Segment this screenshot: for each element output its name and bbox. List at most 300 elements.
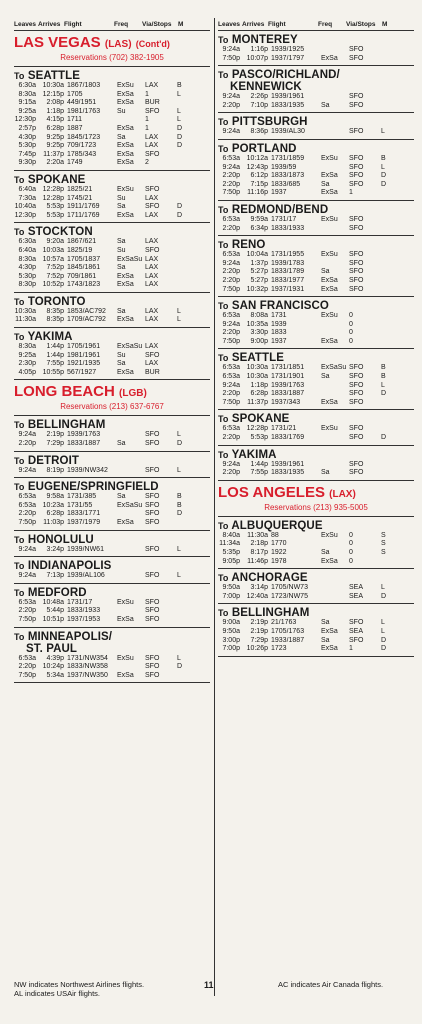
arrives-time: 2:08p: [46, 99, 64, 107]
arrives-time: 10:57a: [42, 255, 64, 263]
arrives-time: 9:00p: [250, 337, 268, 345]
flight-row: [218, 251, 414, 260]
meal-code: D: [177, 440, 183, 448]
flight-number: 1939/AL30: [271, 128, 305, 136]
destination-title-line2: [218, 81, 414, 93]
flight-number: 1749: [67, 159, 83, 167]
destination-name: DETROIT: [27, 454, 79, 467]
flight-number: 1833/1873: [271, 172, 305, 180]
leaves-time: 7:30a: [18, 194, 36, 202]
origin-city-name: LONG BEACH: [14, 383, 115, 401]
via-stops: SFO: [145, 615, 160, 623]
to-label: To: [218, 353, 229, 364]
flight-number: 1833/1977: [271, 276, 305, 284]
meal-code: [177, 256, 187, 265]
arrives-time: 11:30a: [247, 531, 268, 539]
frequency: ExSa: [117, 211, 134, 219]
destination-block: [14, 478, 210, 530]
leaves-time: 2:20p: [222, 180, 240, 188]
frequency: [321, 93, 349, 102]
flight-row: [14, 369, 210, 378]
meal-code: [177, 186, 187, 195]
flight-row: [14, 273, 210, 282]
meal-code: L: [381, 163, 385, 171]
flight-number: 21/1763: [271, 619, 297, 627]
reservations-phone: Reservations (213) 935-5005: [264, 502, 368, 512]
via-stops: SFO: [145, 440, 160, 448]
leaves-time: 6:53a: [18, 501, 36, 509]
meal-code: L: [381, 584, 385, 592]
frequency: Sa: [321, 636, 330, 644]
arrives-time: 11:03p: [43, 519, 64, 526]
via-stops: 2: [145, 159, 149, 167]
to-label: To: [14, 71, 25, 81]
destination-title: [14, 226, 210, 238]
leaves-time: 9:24a: [222, 320, 240, 328]
flight-row: [218, 321, 414, 330]
flight-number: 1711: [67, 116, 83, 124]
meal-code: L: [177, 654, 181, 662]
frequency: Sa: [117, 440, 126, 448]
frequency: ExSa: [321, 189, 338, 197]
destination-title: [14, 331, 210, 343]
flight-row: [14, 238, 210, 247]
leaves-time: 6:40a: [18, 246, 36, 254]
origin-city-code: (LAS): [104, 39, 132, 50]
leaves-time: 7:00p: [222, 592, 240, 600]
arrives-time: 6:28p: [46, 510, 64, 518]
via-stops: 1: [145, 90, 149, 98]
flight-row: [14, 125, 210, 134]
frequency: ExSu: [321, 425, 338, 433]
arrives-time: 3:24p: [46, 545, 64, 553]
destination-title: [14, 587, 210, 599]
destination-name: PORTLAND: [231, 142, 297, 155]
flight-row: [14, 572, 210, 581]
leaves-time: 5:30p: [18, 142, 36, 150]
arrives-time: 4:39p: [46, 654, 64, 662]
destination-block: [14, 293, 210, 328]
frequency: ExSa: [117, 90, 134, 98]
flight-number: 1922: [271, 549, 287, 556]
flight-row: [218, 425, 414, 434]
destination-title: [218, 116, 414, 128]
frequency: ExSu: [321, 312, 338, 320]
arrives-time: 7:52p: [46, 264, 64, 272]
header-arrives: Arrives: [242, 21, 265, 28]
meal-code: D: [381, 645, 387, 653]
meal-code: [381, 225, 391, 234]
leaves-time: 5:35p: [222, 549, 240, 556]
frequency: ExSaSu: [117, 501, 143, 509]
flight-number: 1731: [271, 312, 287, 320]
meal-code: [381, 277, 391, 286]
header-leaves: Leaves: [218, 21, 241, 28]
flight-number: 1705/1763: [271, 627, 305, 635]
destination-name-cont: ST. PAUL: [26, 642, 78, 655]
via-stops: SFO: [145, 519, 160, 526]
flight-row: [14, 440, 210, 449]
frequency: ExSa: [117, 159, 134, 167]
leaves-time: 9:24a: [222, 93, 240, 101]
destination-block: [14, 557, 210, 584]
to-label: To: [14, 482, 25, 493]
via-stops: BUR: [145, 368, 160, 376]
meal-code: D: [177, 124, 183, 132]
via-stops: SFO: [349, 46, 364, 53]
destination-block: [218, 140, 414, 201]
flight-row: [14, 360, 210, 369]
destination-block: [218, 446, 414, 481]
leaves-time: 4:30p: [18, 264, 36, 272]
destination-title: [14, 296, 210, 308]
flight-row: [218, 172, 414, 181]
arrives-time: 6:12p: [250, 172, 268, 180]
frequency: [321, 540, 349, 549]
flight-number: 1887: [67, 124, 83, 132]
meal-code: [381, 321, 391, 330]
frequency: [117, 510, 145, 519]
flight-number: 1825/21: [67, 185, 93, 193]
to-label: To: [218, 608, 229, 619]
meal-code: [381, 312, 391, 321]
meal-code: [177, 360, 187, 369]
frequency: ExSa: [117, 519, 134, 526]
flight-number: 1867/1803: [67, 82, 101, 89]
frequency: [117, 467, 145, 476]
via-stops: SFO: [349, 224, 364, 232]
leaves-time: 6:53a: [222, 364, 240, 372]
destination-block: [14, 416, 210, 451]
meal-code: [381, 216, 391, 225]
flight-number: 1939/1961: [271, 93, 305, 101]
leaves-time: 2:20p: [18, 663, 36, 671]
leaves-time: 2:57p: [18, 124, 36, 132]
frequency: ExSa: [321, 276, 338, 284]
flight-number: 1939/59: [271, 163, 297, 171]
via-stops: 1: [145, 124, 149, 132]
meal-code: D: [381, 636, 387, 644]
meal-code: L: [381, 381, 385, 389]
to-label: To: [14, 420, 25, 431]
via-stops: SFO: [349, 381, 364, 389]
flight-number: 1833/NW358: [67, 663, 108, 671]
meal-code: L: [177, 466, 181, 474]
meal-code: S: [381, 531, 386, 539]
flight-row: [14, 502, 210, 511]
leaves-time: 8:30a: [18, 90, 36, 98]
leaves-time: 2:30p: [18, 360, 36, 368]
destination-title: [14, 560, 210, 572]
via-stops: LAX: [145, 272, 159, 280]
leaves-time: 8:30p: [18, 281, 36, 289]
frequency: Sa: [321, 619, 330, 627]
flight-row: [218, 102, 414, 111]
leaves-time: 2:20p: [18, 510, 36, 518]
frequency: ExSaSu: [117, 343, 143, 351]
flight-row: [218, 390, 414, 399]
header-freq: Freq: [114, 21, 129, 28]
leaves-time: 2:20p: [222, 101, 240, 109]
meal-code: [381, 329, 391, 338]
meal-code: [177, 519, 187, 528]
arrives-time: 11:16p: [247, 189, 268, 197]
flight-number: 1833/1933: [271, 224, 305, 232]
destination-title-line2: [14, 643, 210, 655]
destination-title: [218, 413, 414, 425]
via-stops: SFO: [145, 185, 160, 193]
arrives-time: 10:12a: [246, 154, 268, 162]
arrives-time: 12:43p: [246, 163, 268, 171]
destination-name: YAKIMA: [27, 331, 73, 344]
flight-row: [14, 116, 210, 125]
flight-number: 1825/19: [67, 246, 93, 254]
meal-code: [381, 260, 391, 269]
frequency: [321, 164, 349, 173]
meal-code: L: [177, 307, 181, 315]
frequency: Sa: [321, 549, 330, 556]
leaves-time: 7:50p: [18, 615, 36, 623]
meal-code: L: [177, 90, 181, 98]
via-stops: 0: [349, 549, 353, 556]
destination-block: [218, 236, 414, 297]
flight-row: [218, 164, 414, 173]
arrives-time: 7:10p: [250, 101, 268, 109]
via-stops: SEA: [349, 592, 364, 600]
leaves-time: 6:30a: [18, 82, 36, 89]
leaves-time: 8:30a: [18, 255, 36, 263]
to-label: To: [14, 174, 25, 185]
via-stops: SFO: [145, 466, 160, 474]
column-divider: [214, 18, 215, 996]
flight-number: 1833/1771: [67, 510, 101, 518]
meal-code: D: [177, 142, 183, 150]
column-header: [14, 18, 210, 31]
meal-code: [381, 55, 391, 64]
frequency: [117, 663, 145, 672]
flight-row: [14, 616, 210, 625]
leaves-time: 12:30p: [14, 116, 36, 124]
meal-code: D: [177, 203, 183, 211]
leaves-time: 6:53a: [222, 425, 240, 433]
frequency: [321, 46, 349, 55]
destination-block: [218, 604, 414, 656]
via-stops: LAX: [145, 255, 159, 263]
arrives-time: 10:30a: [246, 373, 268, 381]
flight-row: [218, 93, 414, 102]
frequency: Sa: [117, 307, 126, 315]
frequency: Sa: [321, 180, 330, 188]
via-stops: LAX: [145, 343, 159, 351]
flight-number: 567/1927: [67, 368, 97, 376]
arrives-time: 10:55p: [42, 368, 64, 376]
to-label: To: [218, 143, 229, 154]
flight-row: [218, 225, 414, 234]
flight-number: 1705: [67, 90, 83, 98]
arrives-time: 5:27p: [250, 268, 268, 276]
flight-number: 1981/1763: [67, 107, 101, 115]
meal-code: [381, 469, 391, 478]
destination-name: MEDFORD: [27, 586, 87, 599]
via-stops: SFO: [145, 431, 160, 439]
meal-code: L: [177, 107, 181, 115]
destination-title: [14, 419, 210, 431]
leaves-time: 11:34a: [219, 540, 240, 548]
arrives-time: 10:51p: [42, 615, 64, 623]
arrives-time: 7:29p: [46, 440, 64, 448]
flight-row: [218, 55, 414, 64]
flight-number: 1939/1763: [67, 431, 101, 439]
flight-row: [14, 352, 210, 361]
flight-number: 1731/21: [271, 425, 297, 433]
flight-row: [218, 364, 414, 373]
arrives-time: 1:44p: [46, 343, 64, 351]
leaves-time: 7:50p: [222, 398, 240, 406]
arrives-time: 1:44p: [46, 351, 64, 359]
arrives-time: 6:34p: [250, 224, 268, 232]
flight-number: 1981/1961: [67, 351, 101, 359]
left-column: [14, 18, 210, 683]
meal-code: D: [177, 211, 183, 219]
destination-name: BELLINGHAM: [27, 419, 106, 432]
leaves-time: 7:50p: [222, 337, 240, 345]
frequency: ExSa: [321, 557, 338, 565]
arrives-time: 10:30a: [42, 82, 64, 89]
destination-title: [14, 481, 210, 493]
continued-label: (Cont'd): [135, 39, 170, 49]
frequency: [117, 607, 145, 616]
origin-city-title: [14, 35, 210, 53]
flight-number: 1731/NW354: [67, 654, 108, 662]
arrives-time: 8:35p: [46, 307, 64, 315]
meal-code: [177, 369, 187, 378]
flight-number: 1833/1935: [271, 101, 305, 109]
arrives-time: 1:18p: [250, 381, 268, 389]
meal-code: B: [381, 364, 386, 372]
flight-number: 1785/343: [67, 150, 97, 158]
flight-number: 1937: [271, 189, 287, 197]
meal-code: B: [381, 373, 386, 381]
leaves-time: 10:40a: [14, 203, 36, 211]
frequency: Su: [117, 246, 126, 254]
frequency: ExSaSu: [117, 255, 143, 263]
flight-number: 1937/1797: [271, 54, 305, 62]
via-stops: SFO: [349, 425, 364, 433]
destination-name: RENO: [231, 239, 266, 252]
frequency: Sa: [117, 493, 126, 501]
arrives-time: 3:30p: [250, 329, 268, 337]
flight-number: 1939/1925: [271, 46, 305, 53]
via-stops: 0: [349, 531, 353, 539]
reservations-phone: Reservations (702) 382-1905: [60, 53, 164, 62]
leaves-time: 9:25a: [18, 351, 36, 359]
frequency: ExSa: [321, 54, 338, 62]
flight-number: 1723: [271, 645, 287, 653]
via-stops: SFO: [349, 251, 364, 259]
destination-name: MINNEAPOLIS/: [27, 630, 113, 643]
header-freq: Freq: [318, 21, 333, 28]
flight-row: [14, 142, 210, 151]
flight-row: [14, 134, 210, 143]
arrives-time: 4:15p: [46, 116, 64, 124]
meal-code: [381, 338, 391, 347]
frequency: [321, 321, 349, 330]
arrives-time: 7:29p: [250, 636, 268, 644]
destination-title: [218, 34, 414, 46]
destination-name: PITTSBURGH: [231, 116, 308, 129]
to-label: To: [218, 240, 229, 251]
leaves-time: 5:30p: [18, 272, 36, 280]
frequency: ExSa: [321, 285, 338, 293]
flight-row: [218, 260, 414, 269]
meal-code: [177, 159, 187, 168]
via-stops: 1: [349, 189, 353, 197]
flight-row: [14, 519, 210, 528]
flight-number: 1705/NW73: [271, 584, 308, 592]
flight-number: 1937/1979: [67, 519, 101, 526]
meal-code: S: [381, 540, 386, 548]
column-header: [218, 18, 414, 31]
meal-code: [381, 461, 391, 470]
flight-number: 1711/1769: [67, 211, 100, 219]
destination-block: [14, 67, 210, 171]
via-stops: 0: [349, 540, 353, 548]
meal-code: [381, 46, 391, 55]
leaves-time: 9:00a: [222, 619, 240, 627]
via-stops: 1: [145, 116, 149, 124]
meal-code: B: [381, 154, 386, 162]
to-label: To: [218, 204, 229, 215]
flight-number: 709/1861: [67, 272, 97, 280]
via-stops: LAX: [145, 82, 159, 89]
via-stops: SFO: [349, 364, 364, 372]
flight-number: 1745/21: [67, 194, 93, 202]
via-stops: 1: [349, 645, 353, 653]
flight-row: [218, 558, 414, 567]
leaves-time: 6:53a: [18, 654, 36, 662]
destination-block: [218, 569, 414, 604]
to-label: To: [14, 455, 25, 466]
via-stops: 0: [349, 320, 353, 328]
via-stops: SFO: [145, 501, 160, 509]
flight-row: [218, 329, 414, 338]
leaves-time: 7:50p: [222, 54, 240, 62]
arrives-time: 8:19p: [46, 466, 64, 474]
frequency: [321, 593, 349, 602]
leaves-time: 7:00p: [222, 645, 240, 653]
destination-title: [218, 449, 414, 461]
reservations-phone: Reservations (213) 637-6767: [60, 402, 164, 412]
destination-block: [218, 113, 414, 140]
destination-block: [14, 328, 210, 380]
leaves-time: 9:15a: [18, 99, 36, 107]
via-stops: SFO: [145, 493, 160, 501]
meal-code: [177, 672, 187, 681]
destination-title: [218, 69, 414, 81]
destination-block: [218, 517, 414, 569]
flight-row: [14, 510, 210, 519]
via-stops: SFO: [349, 434, 364, 442]
meal-code: L: [381, 619, 385, 627]
via-stops: SFO: [349, 398, 364, 406]
leaves-time: 2:20p: [18, 607, 36, 615]
flight-row: [14, 431, 210, 440]
meal-code: S: [381, 549, 386, 556]
flight-number: 1709/AC792: [67, 316, 106, 324]
meal-code: [381, 286, 391, 295]
arrives-time: 11:37p: [247, 398, 268, 406]
meal-code: [381, 102, 391, 111]
